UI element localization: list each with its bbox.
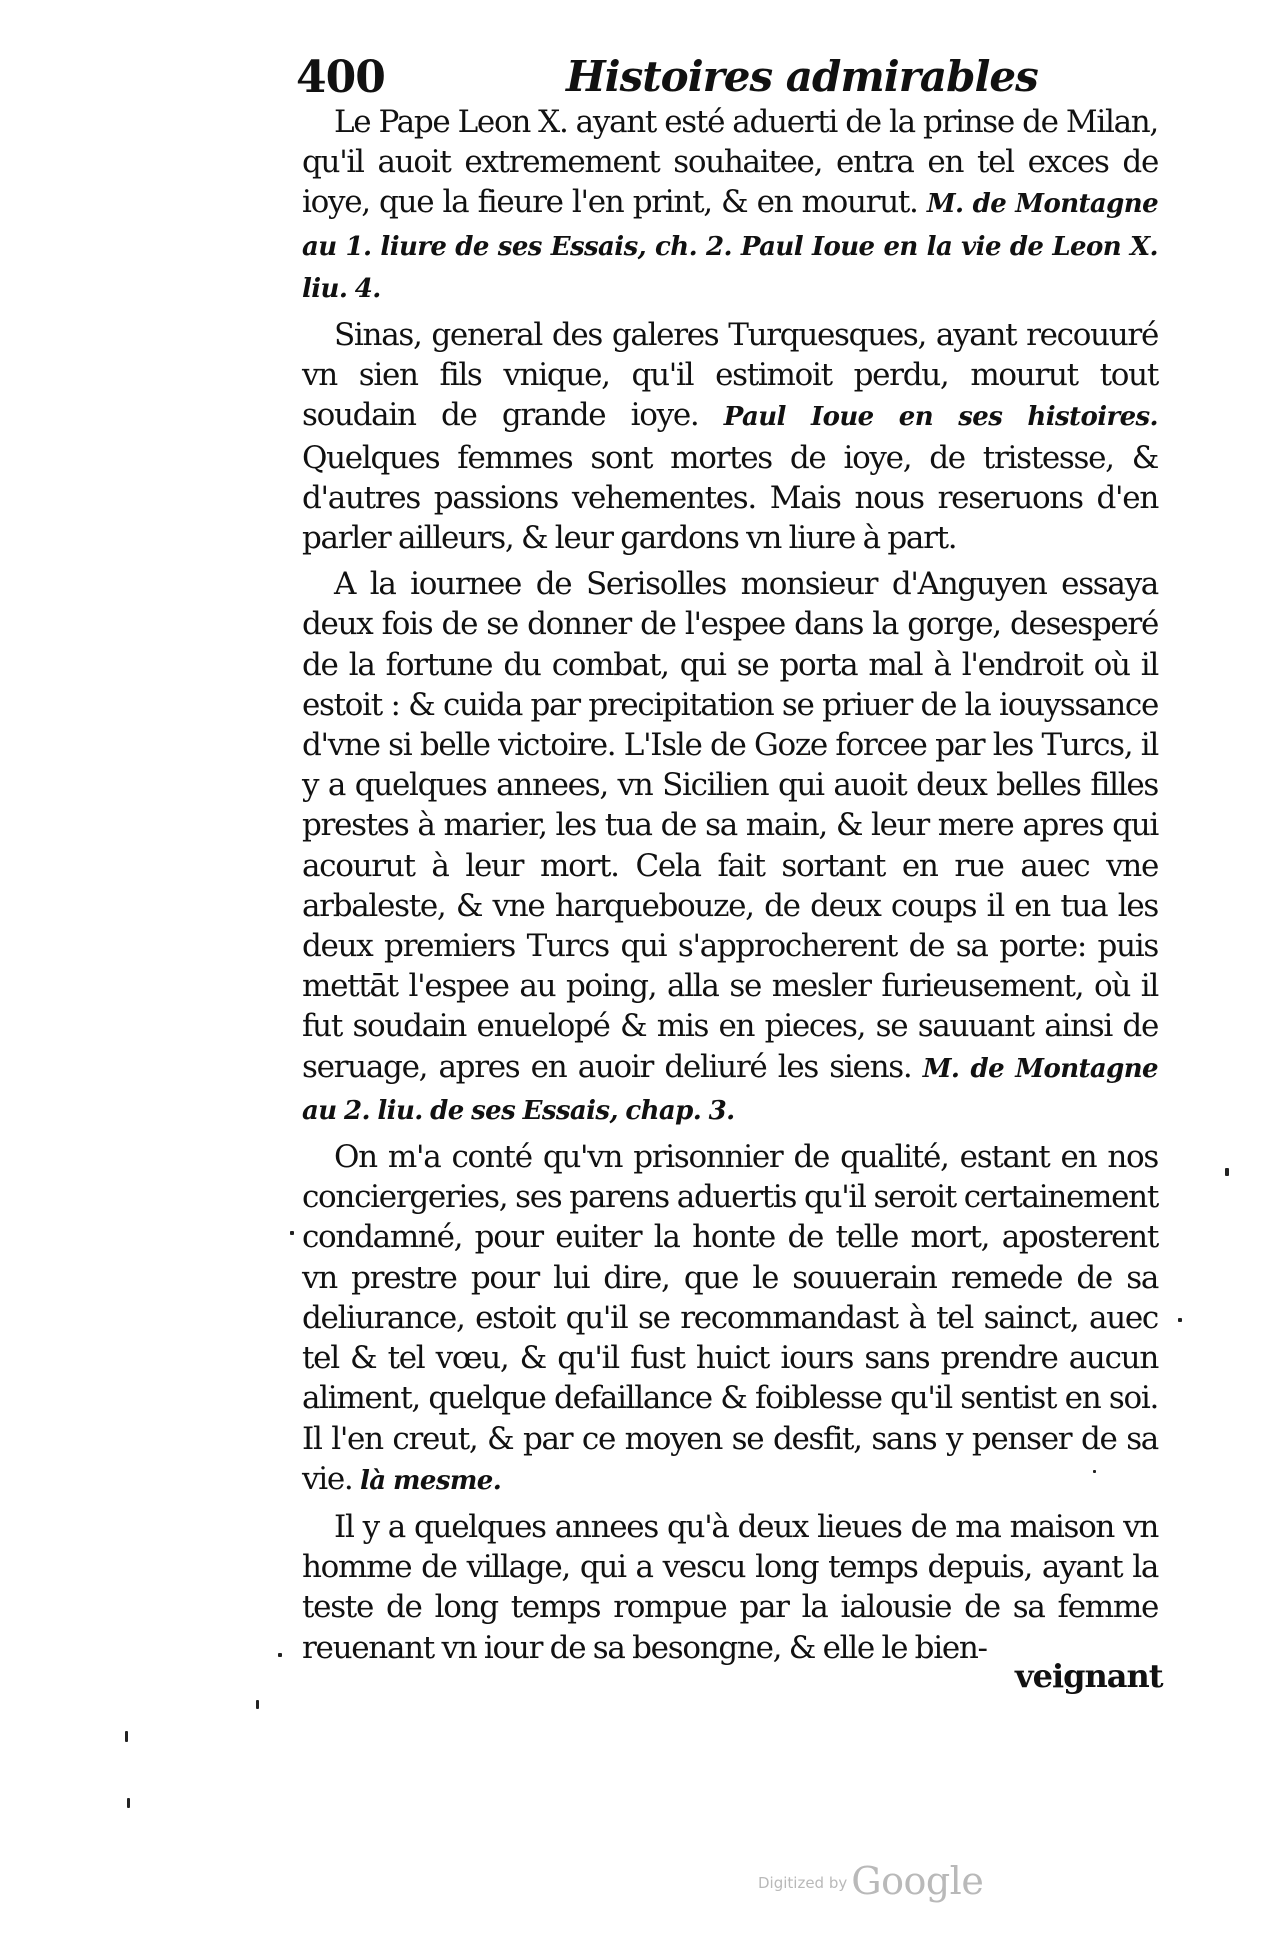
paragraph-text-continued: Quelques femmes sont mortes de ioye, de tristesse, & d'autres passions vehementes. Mais nous reseruons d'en parler ailleurs, & leur gardons vn liure à part.: [302, 439, 1158, 557]
page-number: 400: [296, 52, 385, 103]
paragraph-sinas: [302, 315, 1158, 558]
ink-speck: [1178, 1318, 1182, 1322]
citation: M. de Montagne au 2. liu. de ses Essais, chap. 3.: [302, 1053, 1158, 1126]
ink-speck: [127, 1798, 130, 1808]
catchword: veignant: [1015, 1657, 1163, 1695]
paragraph-prisoner: [302, 1137, 1158, 1501]
ink-speck: [125, 1731, 128, 1742]
ink-speck: [256, 1700, 259, 1709]
ink-speck: [290, 1231, 294, 1235]
paragraph-text: Le Pape Leon X. ayant esté aduerti de la prinse de Milan, qu'il auoit extremement souhaitee, entra en tel exces de ioye, que la fieure l'en print, & en mourut.: [302, 104, 1158, 221]
paragraph-text: Sinas, general des galeres Turquesques, ayant recouuré vn sien fils vnique, qu'il estimoit perdu, mourut tout soudain de grande ioye.: [302, 317, 1158, 434]
google-watermark: [758, 1859, 983, 1903]
citation: Paul Ioue en ses histoires.: [723, 402, 1159, 433]
paragraph-pope-leo: [302, 102, 1158, 309]
paragraph-text: On m'a conté qu'vn prisonnier de qualité, estant en nos conciergeries, ses parens aduertis qu'il seroit certainement condamné, pour euiter la honte de telle mort, aposterent vn prestre pour lui dire, que le souuerain remede de sa deliurance, estoit qu'il se recommandast à tel sainct, auec tel & tel vœu, & qu'il fust huict iours sans prendre aucun aliment, quelque defaillance & foiblesse qu'il sentist en soi. Il l'en creut, & par ce moyen se desfit, sans y penser de sa vie.: [302, 1139, 1158, 1497]
running-title: Histoires admirables: [566, 52, 1038, 101]
citation: M. de Montagne au 1. liure de ses Essais, ch. 2. Paul Ioue en la vie de Leon X. liu. 4.: [302, 189, 1159, 304]
ink-speck: [278, 1653, 282, 1657]
citation: là mesme.: [360, 1465, 502, 1496]
google-logo: Google: [851, 1859, 984, 1903]
ink-speck: [1093, 1470, 1096, 1473]
paragraph-villager: [302, 1507, 1158, 1668]
paragraph-text: A la iournee de Serisolles monsieur d'Anguyen essaya deux fois de se donner de l'espee dans la gorge, desesperé de la fortune du combat, qui se porta mal à l'endroit où il estoit : & cuida par precipitation se priuer de la iouyssance d'vne si belle victoire. L'Isle de Goze forcee par les Turcs, il y a quelques annees, vn Sicilien qui auoit deux belles filles prestes à marier, les tua de sa main, & leur mere apres qui acourut à leur mort. Cela fait sortant en rue auec vne arbaleste, & vne harquebouze, de deux coups il en tua les deux premiers Turcs qui s'approcherent de sa porte: puis mettāt l'espee au poing, alla se mesler furieusement, où il fut soudain enuelopé & mis en pieces, se sauuant ainsi de seruage, apres en auoir deliuré les siens.: [302, 566, 1158, 1085]
watermark-prefix: Digitized by: [758, 1874, 848, 1892]
paragraph-serisolles: [302, 564, 1158, 1131]
body-text: [302, 102, 1158, 1674]
ink-speck: [1225, 1168, 1229, 1176]
paragraph-text: Il y a quelques annees qu'à deux lieues de ma maison vn homme de village, qui a vescu long temps depuis, ayant la teste de long temps rompue par la ialousie de sa femme reuenant vn iour de sa besongne, & elle le bien-: [302, 1508, 1158, 1666]
